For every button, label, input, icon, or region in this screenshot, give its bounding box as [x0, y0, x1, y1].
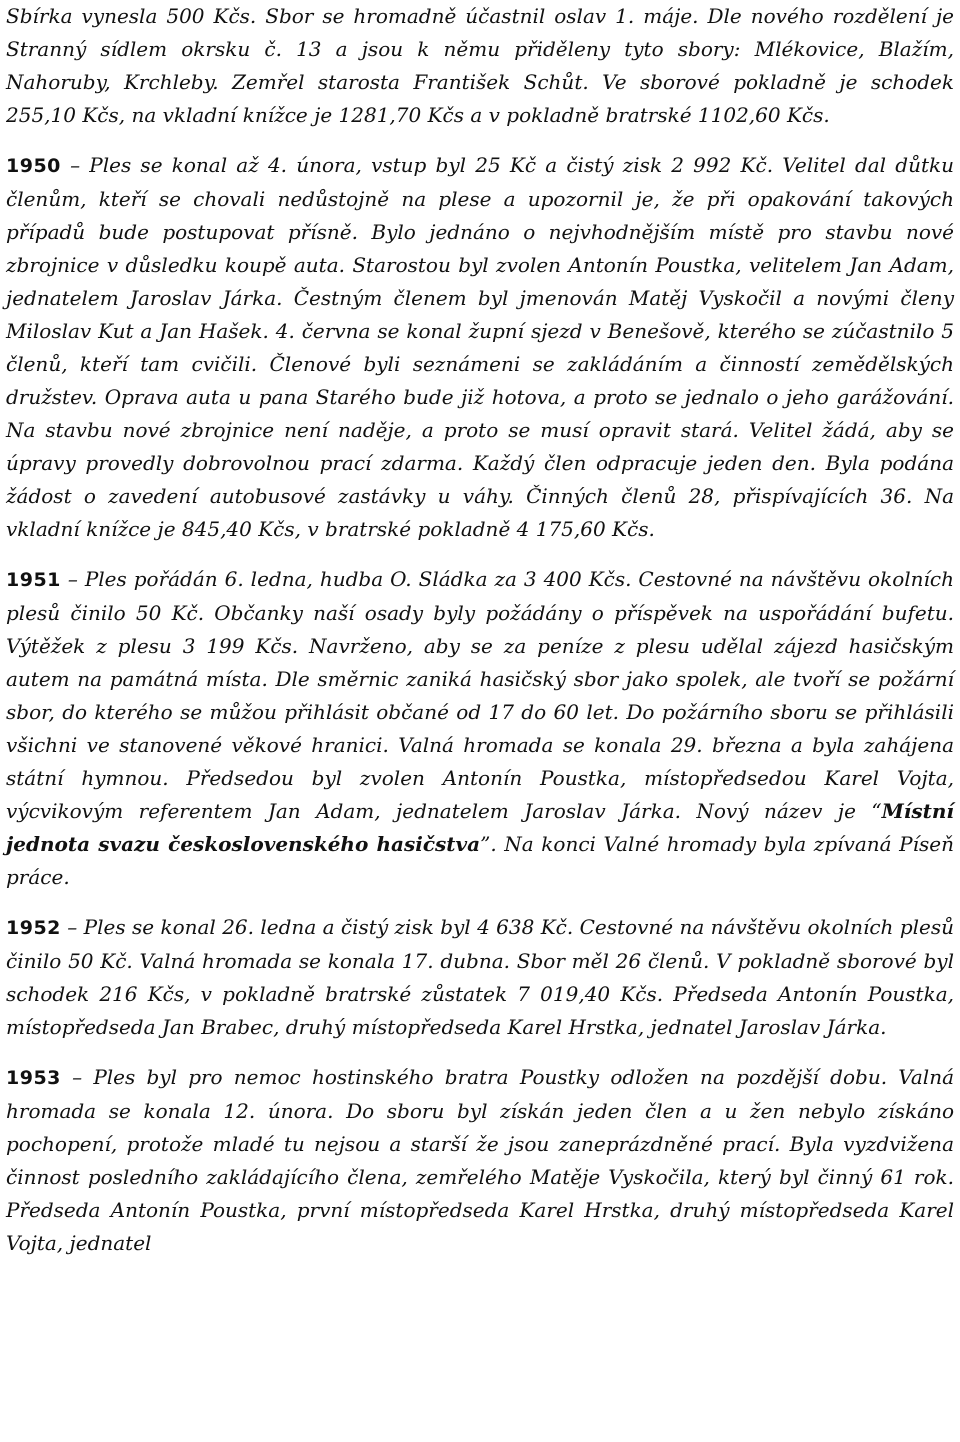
paragraph-gap [6, 132, 954, 149]
paragraph-1950-text: – Ples se konal až 4. února, vstup byl 25 Kč a čistý zisk 2 992 Kč. Velitel dal důtku členům, kteří se chovali nedůstojně na plese a upozornil je, že při opakování takových případů bude postupovat přísně. Bylo jednáno o nejvhodnějším místě pro stavbu nové zbrojnice v důsledku koupě auta. Starostou byl zvolen Antonín Poustka, velitelem Jan Adam, jednatelem Jaroslav Járka. Čestným členem byl jmenován Matěj Vyskočil a novými členy Miloslav Kut a Jan Hašek. 4. června se konal župní sjezd v Benešově, kterého se zúčastnilo 5 členů, kteří tam cvičili. Členové byli seznámeni se zakládáním a činností zemědělských družstev. Oprava auta u pana Starého bude již hotova, a proto se jednalo o jeho garážování. Na stavbu nové zbrojnice není naděje, a proto se musí opravit stará. Velitel žádá, aby se úpravy provedly dobrovolnou prací zdarma. Každý člen odpracuje jeden den. Byla podána žádost o zavedení autobusové zastávky u váhy. Činných členů 28, přispívajících 36. Na vkladní knížce je 845,40 Kčs, v bratrské pokladně 4 175,60 Kčs. [6, 153, 954, 541]
organization-name: Místní jednota svazu československého hasičstva [6, 799, 954, 856]
paragraph-1953-text: – Ples byl pro nemoc hostinského bratra Poustky odložen na pozdější dobu. Valná hromada se konala 12. února. Do sboru byl získán jeden člen a u žen nebylo získáno pochopení, protože mladé tu nejsou a starší že jsou zaneprázdněné prací. Byla vyzdvižena činnost posledního zakládajícího člena, zemřelého Matěje Vyskočila, který byl činný 61 rok. Předseda Antonín Poustka, první místopředseda Karel Hrstka, druhý místopředseda Karel Vojta, jednatel [6, 1065, 954, 1255]
paragraph-1952 [6, 911, 954, 1044]
year-heading-1950: 1950 [6, 155, 61, 177]
paragraph-1950 [6, 149, 954, 546]
year-heading-1952: 1952 [6, 917, 61, 939]
paragraph-1951-text: – Ples pořádán 6. ledna, hudba O. Sládka za 3 400 Kčs. Cestovné na návštěvu okolních plesů činilo 50 Kč. Občanky naší osady byly požádány o příspěvek na uspořádání bufetu. Výtěžek z plesu 3 199 Kčs. Navrženo, aby se za peníze z plesu udělal zájezd hasičským autem na památná místa. Dle směrnic zaniká hasičský sbor jako spolek, ale tvoří se požární sbor, do kterého se můžou přihlásit občané od 17 do 60 let. Do požárního sboru se přihlásili všichni ve stanovené věkové hranici. Valná hromada se konala 29. března a byla zahájena státní hymnou. Předsedou byl zvolen Antonín Poustka, místopředsedou Karel Vojta, výcvikovým referentem Jan Adam, jednatelem Jaroslav Járka. Nový název je “ [6, 567, 954, 823]
year-heading-1953: 1953 [6, 1067, 61, 1089]
paragraph-1953 [6, 1061, 954, 1260]
year-heading-1951: 1951 [6, 569, 61, 591]
paragraph-1951-text-end: ”. Na konci Valné hromady byla zpívaná Píseň práce. [6, 832, 954, 889]
document-page [6, 0, 954, 1260]
paragraph-intro-text: Sbírka vynesla 500 Kčs. Sbor se hromadně účastnil oslav 1. máje. Dle nového rozdělení je Stranný sídlem okrsku č. 13 a jsou k němu přiděleny tyto sbory: Mlékovice, Blažím, Nahoruby, Krchleby. Zemřel starosta František Schůt. Ve sborové pokladně je schodek 255,10 Kčs, na vkladní knížce je 1281,70 Kčs a v pokladně bratrské 1102,60 Kčs. [6, 4, 954, 127]
paragraph-gap [6, 546, 954, 563]
paragraph-intro [6, 0, 954, 132]
paragraph-1952-text: – Ples se konal 26. ledna a čistý zisk byl 4 638 Kč. Cestovné na návštěvu okolních plesů činilo 50 Kč. Valná hromada se konala 17. dubna. Sbor měl 26 členů. V pokladně sborové byl schodek 216 Kčs, v pokladně bratrské zůstatek 7 019,40 Kčs. Předseda Antonín Poustka, místopředseda Jan Brabec, druhý místopředseda Karel Hrstka, jednatel Jaroslav Járka. [6, 915, 954, 1039]
paragraph-gap [6, 894, 954, 911]
paragraph-gap [6, 1044, 954, 1061]
paragraph-1951 [6, 563, 954, 894]
